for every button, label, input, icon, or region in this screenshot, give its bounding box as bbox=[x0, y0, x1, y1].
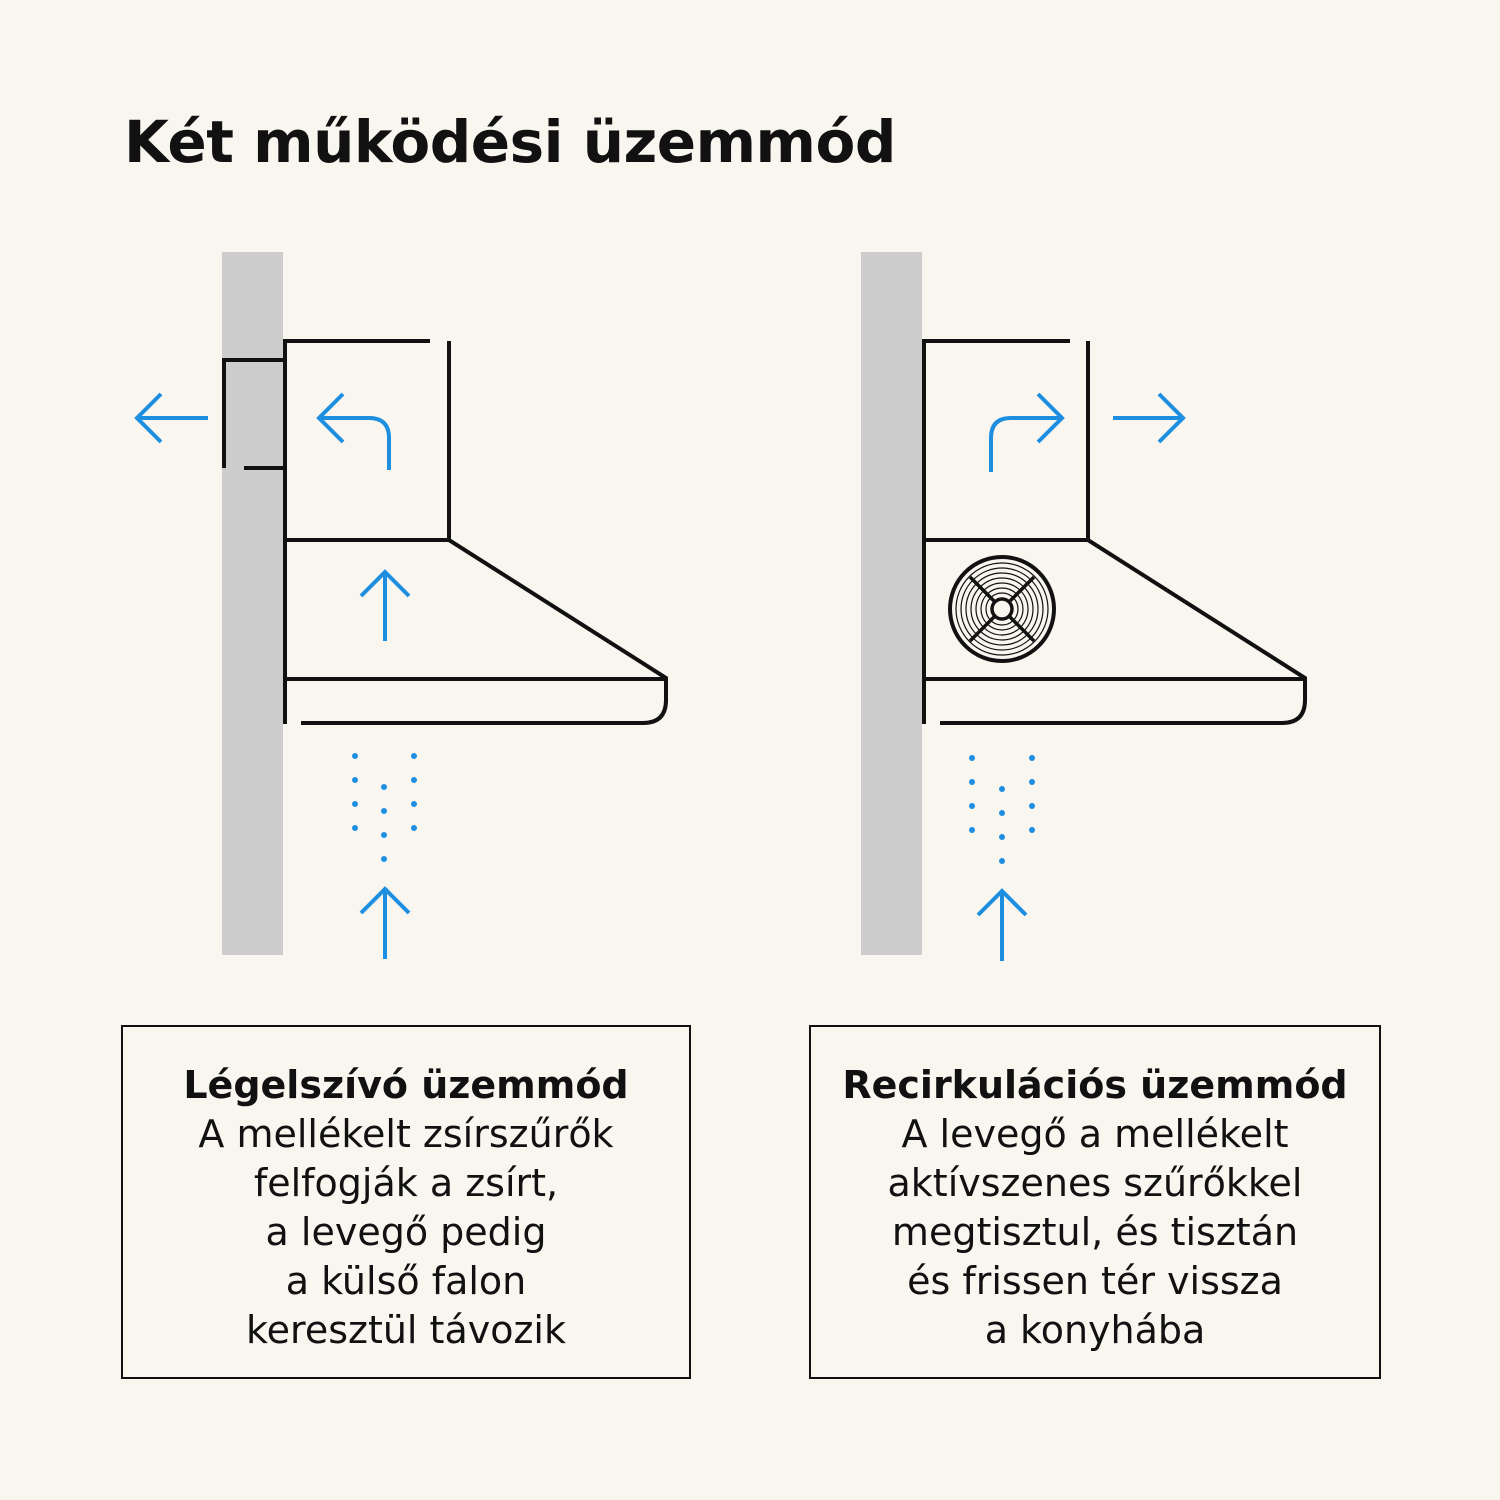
mode-title: Recirkulációs üzemmód bbox=[842, 1063, 1348, 1107]
hood-chimney bbox=[285, 341, 449, 540]
arrow-curved-left-icon bbox=[319, 394, 389, 470]
arrow-up-intake-icon bbox=[361, 889, 409, 959]
hood-canopy bbox=[285, 540, 666, 724]
arrow-up-intake-icon bbox=[978, 891, 1026, 961]
hood-chimney bbox=[924, 341, 1088, 540]
arrow-up-icon bbox=[361, 572, 409, 641]
mode-title: Légelszívó üzemmód bbox=[183, 1063, 629, 1107]
extraction-mode-diagram bbox=[137, 252, 666, 959]
mode-description-line: A levegő a mellékelt bbox=[901, 1112, 1289, 1156]
page-title: Két működési üzemmód bbox=[124, 108, 896, 176]
carbon-filter-fan-icon bbox=[950, 557, 1054, 661]
mode-description-line: és frissen tér vissza bbox=[907, 1259, 1283, 1303]
recirculation-mode-diagram bbox=[861, 252, 1305, 961]
mode-description-line: keresztül távozik bbox=[246, 1308, 566, 1352]
mode-description-line: aktívszenes szűrőkkel bbox=[887, 1161, 1303, 1205]
wall bbox=[861, 252, 922, 955]
mode-description-line: felfogják a zsírt, bbox=[253, 1161, 559, 1205]
mode-description-line: A mellékelt zsírszűrők bbox=[198, 1112, 614, 1156]
arrow-left-outside-icon bbox=[137, 394, 208, 442]
arrow-right-outside-icon bbox=[1113, 394, 1183, 442]
arrow-curved-right-icon bbox=[991, 394, 1062, 472]
mode-description-line: megtisztul, és tisztán bbox=[891, 1210, 1299, 1254]
steam-dots bbox=[352, 753, 417, 862]
mode-description-line: a konyhába bbox=[984, 1308, 1206, 1352]
mode-description-line: a külső falon bbox=[285, 1259, 527, 1303]
recirculation-mode-card bbox=[809, 1025, 1381, 1379]
mode-description-line: a levegő pedig bbox=[265, 1210, 547, 1254]
extraction-mode-card bbox=[121, 1025, 691, 1379]
wall bbox=[222, 252, 283, 955]
steam-dots bbox=[969, 755, 1035, 864]
